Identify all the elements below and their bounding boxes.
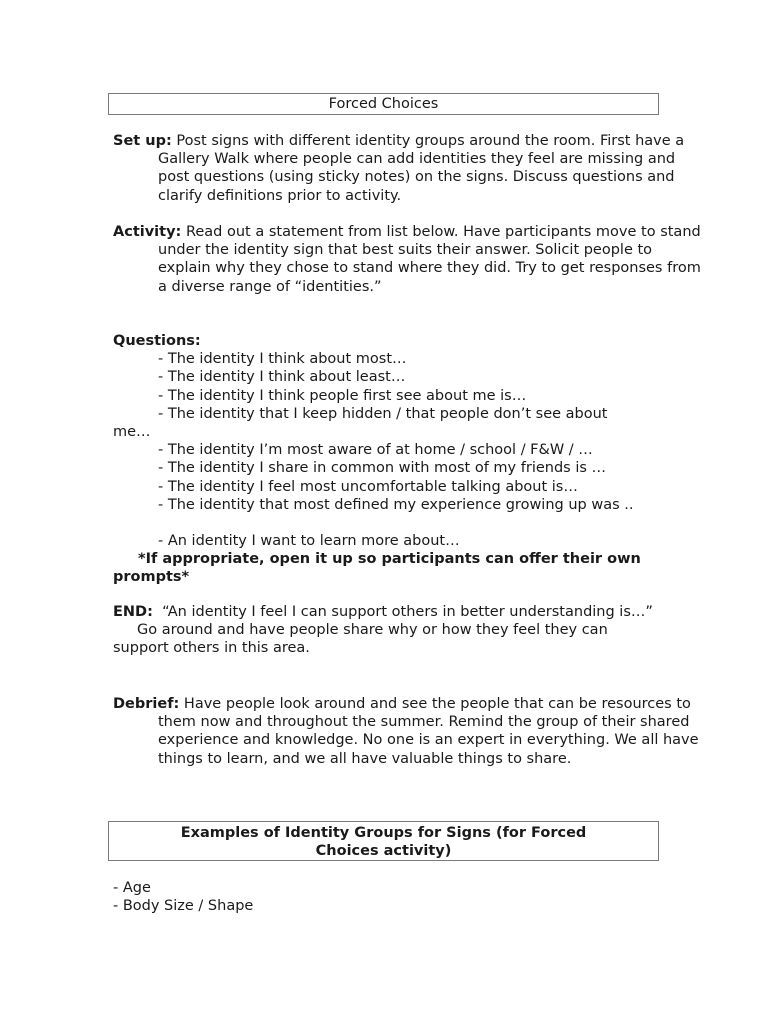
examples-list [113, 879, 658, 915]
question-item: - The identity that most defined my experience growing up was .. [158, 496, 634, 513]
end-quote: “An identity I feel I can support others in better understanding is…” [162, 604, 653, 620]
question-item-continuation: me… [113, 424, 151, 441]
activity-section [113, 223, 703, 296]
debrief-label: Debrief: [113, 696, 180, 712]
setup-section [113, 132, 703, 205]
question-item: - The identity I’m most aware of at home / school / F&W / … [158, 442, 593, 459]
end-text: Go around and have people share why or how they feel they can support others in this area. [113, 622, 608, 657]
questions-section [113, 332, 658, 587]
question-item: - The identity I think about least… [158, 369, 406, 386]
debrief-section [113, 695, 703, 768]
question-item: - The identity I think about most… [158, 351, 407, 368]
examples-title-box [108, 821, 659, 861]
example-item: - Age [113, 880, 151, 896]
questions-note: *If appropriate, open it up so participants can offer their own prompts* [113, 551, 641, 586]
examples-title: Examples of Identity Groups for Signs (for Forced Choices activity) [180, 825, 587, 860]
question-item: - An identity I want to learn more about… [158, 533, 460, 550]
activity-text: Read out a statement from list below. Have participants move to stand under the identity sign that best suits their answer. Solicit people to explain why they chose to stand where they did. Try to get responses from a diverse range of “identities.” [158, 224, 701, 295]
question-item: - The identity that I keep hidden / that people don’t see about [158, 405, 608, 422]
debrief-text: Have people look around and see the people that can be resources to them now and throughout the summer. Remind the group of their shared experience and knowledge. No one is an expert in everything. We all have things to learn, and we all have valuable things to share. [158, 696, 699, 767]
question-item: - The identity I share in common with most of my friends is … [158, 460, 607, 477]
end-label: END: [113, 604, 153, 620]
setup-label: Set up: [113, 133, 172, 149]
page-title [108, 93, 659, 115]
end-section [113, 603, 658, 658]
setup-text: Post signs with different identity groups around the room. First have a Gallery Walk where people can add identities they feel are missing and post questions (using sticky notes) on the signs. Discuss questions and clarify definitions prior to activity. [158, 133, 685, 204]
activity-label: Activity: [113, 224, 182, 240]
question-item: - The identity I feel most uncomfortable talking about is… [158, 478, 578, 495]
question-item: - The identity I think people first see about me is… [158, 387, 527, 404]
example-item: - Body Size / Shape [113, 898, 254, 915]
questions-label: Questions: [113, 333, 201, 349]
spacer [113, 514, 658, 532]
page-title-text: Forced Choices [328, 96, 439, 112]
